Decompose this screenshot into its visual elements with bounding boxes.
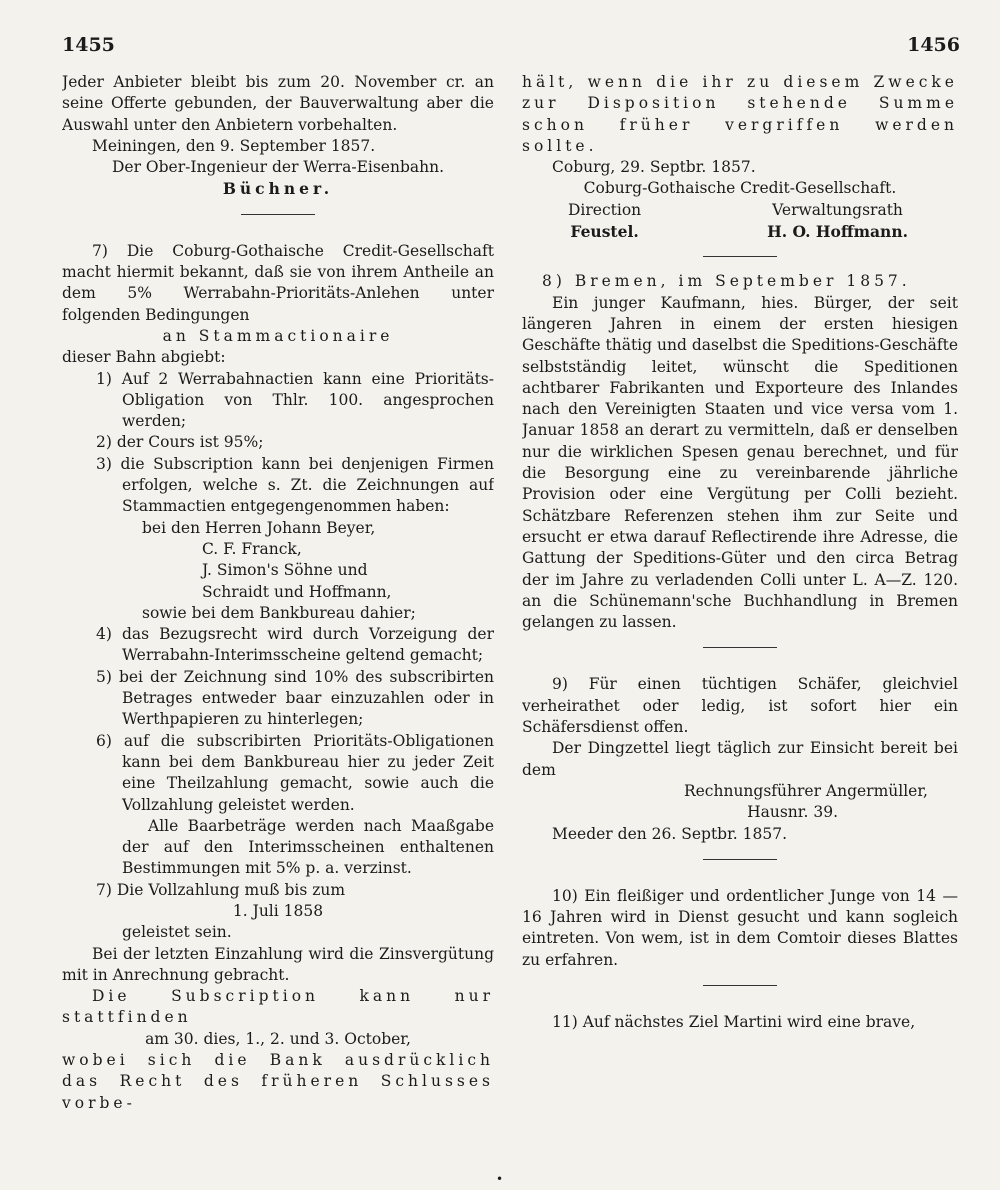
separator-rule <box>703 985 777 986</box>
signature-title: Direction <box>568 200 642 219</box>
signature-name: H. O. Hoffmann. <box>767 222 908 242</box>
notice-8-body: Ein junger Kaufmann, hies. Bürger, der seit längeren Jahren in einem der ersten hiesigen Geschäfte thätig und daselbst die Speditions-Geschäfte selbstständig leitet, wünscht die Speditionen achtbarer Fabrikanten und Exporteure des Inlandes nach den Vereinigten Staaten und vice versa vom 1. Januar 1858 an derart zu vermitteln, daß er denselben nur die wirklichen Spesen genau berechnet, und für die Besorgung eine zu vereinbarende jährliche Provision oder eine Vergütung per Colli bezieht. Schätzbare Referenzen stehen ihm zur Seite und ersucht er etwa darauf Reflectirende ihre Adresse, die Gattung der Speditions-Güter und den circa Betrag der im Jahre zu verladenden Colli unter L. A—Z. 120. an die Schünemann'sche Buchhandlung in Bremen gelangen zu lassen. <box>522 293 958 632</box>
signature-direction <box>568 200 641 243</box>
condition-7-date: 1. Juli 1858 <box>232 901 324 920</box>
notice-9-house-number: Hausnr. 39. <box>747 803 838 822</box>
notice-10-body: 10) Ein fleißiger und ordentlicher Junge von 14 — 16 Jahren wird in Dienst gesucht und kann sogleich eintreten. Von wem, ist in dem Comtoir dieses Blattes zu erfahren. <box>522 886 958 969</box>
notice-9-place-date: Meeder den 26. Septbr. 1857. <box>552 824 788 843</box>
firm-item: bei den Herren Johann Beyer, <box>142 518 376 537</box>
subscription-note: Die Subscription kann nur stattfinden <box>62 987 494 1027</box>
condition-7: 7) Die Vollzahlung muß bis zum <box>96 880 346 899</box>
notice-6-place-date: Meiningen, den 9. September 1857. <box>92 136 376 155</box>
notice-6-tail: Jeder Anbieter bleibt bis zum 20. November cr. an seine Offerte gebunden, der Bauverwaltung aber die Auswahl unter den Anbietern vorbehalten. <box>62 73 494 134</box>
separator-rule <box>241 214 315 215</box>
signature-name: Feustel. <box>570 222 639 242</box>
notice-6-signature: Büchner. <box>222 179 334 199</box>
notice-7-place-date: Coburg, 29. Septbr. 1857. <box>552 158 756 177</box>
condition-item: 5) bei der Zeichnung sind 10% des subscribirten Betrages entweder baar einzuzahlen oder in Werthpapieren zu hinterlegen; <box>96 667 494 729</box>
page-number-right: 1456 <box>907 34 960 56</box>
condition-item: 6) auf die subscribirten Prioritäts-Obligationen kann bei dem Bankbureau hier zu jeder Zeit eine Theilzahlung gemacht, sowie auch die Vollzahlung geleistet werden. <box>96 731 494 814</box>
signatures-block <box>522 200 958 243</box>
condition-item: 3) die Subscription kann bei denjenigen Firmen erfolgen, welche s. Zt. die Zeichnungen auf Stammactien entgegengenommen haben: <box>96 454 494 516</box>
separator-rule <box>703 859 777 860</box>
right-column <box>522 72 958 1182</box>
firm-list-end: sowie bei dem Bankbureau dahier; <box>142 603 416 622</box>
condition-7-end: geleistet sein. <box>122 923 232 942</box>
page-number-left: 1455 <box>62 34 115 56</box>
firm-item: Schraidt und Hoffmann, <box>202 582 392 601</box>
condition-item: 1) Auf 2 Werrabahnactien kann eine Prioritäts-Obligation von Thlr. 100. angesprochen werden; <box>96 369 494 431</box>
notice-8-heading: 8) Bremen, im September 1857. <box>542 272 911 291</box>
notice-9-body: 9) Für einen tüchtigen Schäfer, gleichviel verheirathet oder ledig, ist sofort hier ein Schäfersdienst offen. <box>522 675 958 737</box>
notice-7-intro: 7) Die Coburg-Gothaische Credit-Gesellschaft macht hiermit bekannt, daß sie von ihrem Antheile an dem 5% Werrabahn-Prioritäts-Anlehen unter folgenden Bedingungen <box>62 241 494 324</box>
notice-7-intro-end: dieser Bahn abgiebt: <box>62 348 226 367</box>
notice-7-organization: Coburg-Gothaische Credit-Gesellschaft. <box>583 179 897 198</box>
separator-rule <box>703 256 777 257</box>
separator-rule <box>703 647 777 648</box>
signature-board <box>767 200 908 243</box>
notice-7-continuation: hält, wenn die ihr zu diesem Zwecke zur Disposition stehende Summe schon früher vergriffen werden sollte. <box>522 73 958 155</box>
condition-6-extra: Alle Baarbeträge werden nach Maaßgabe der auf den Interimsscheinen enthaltenen Bestimmungen mit 5% p. a. verzinst. <box>122 816 494 878</box>
left-column <box>62 72 494 1182</box>
bullet-mark: • <box>496 1172 504 1186</box>
firm-item: J. Simon's Söhne und <box>202 561 368 580</box>
condition-item: 2) der Cours ist 95%; <box>96 433 264 452</box>
subscription-dates: am 30. dies, 1., 2. und 3. October, <box>145 1029 411 1048</box>
notice-6-organization: Der Ober-Ingenieur der Werra-Eisenbahn. <box>111 158 445 177</box>
conditions-list <box>62 369 494 518</box>
notice-9-body-2: Der Dingzettel liegt täglich zur Einsicht bereit bei dem <box>522 739 958 779</box>
firm-item: C. F. Franck, <box>202 539 302 558</box>
notice-9-signature: Rechnungsführer Angermüller, <box>683 781 928 800</box>
conditions-list-2 <box>62 624 494 816</box>
signature-title: Verwaltungsrath <box>772 200 903 219</box>
notice-11-start: 11) Auf nächstes Ziel Martini wird eine brave, <box>552 1012 916 1031</box>
notice-7-target: an Stammactionaire <box>162 326 394 345</box>
subscription-end: wobei sich die Bank ausdrücklich das Recht des früheren Schlusses vorbe- <box>62 1051 494 1112</box>
last-payment-note: Bei der letzten Einzahlung wird die Zinsvergütung mit in Anrechnung gebracht. <box>62 944 494 984</box>
condition-item: 4) das Bezugsrecht wird durch Vorzeigung der Werrabahn-Interimsscheine geltend gemacht; <box>96 625 494 665</box>
